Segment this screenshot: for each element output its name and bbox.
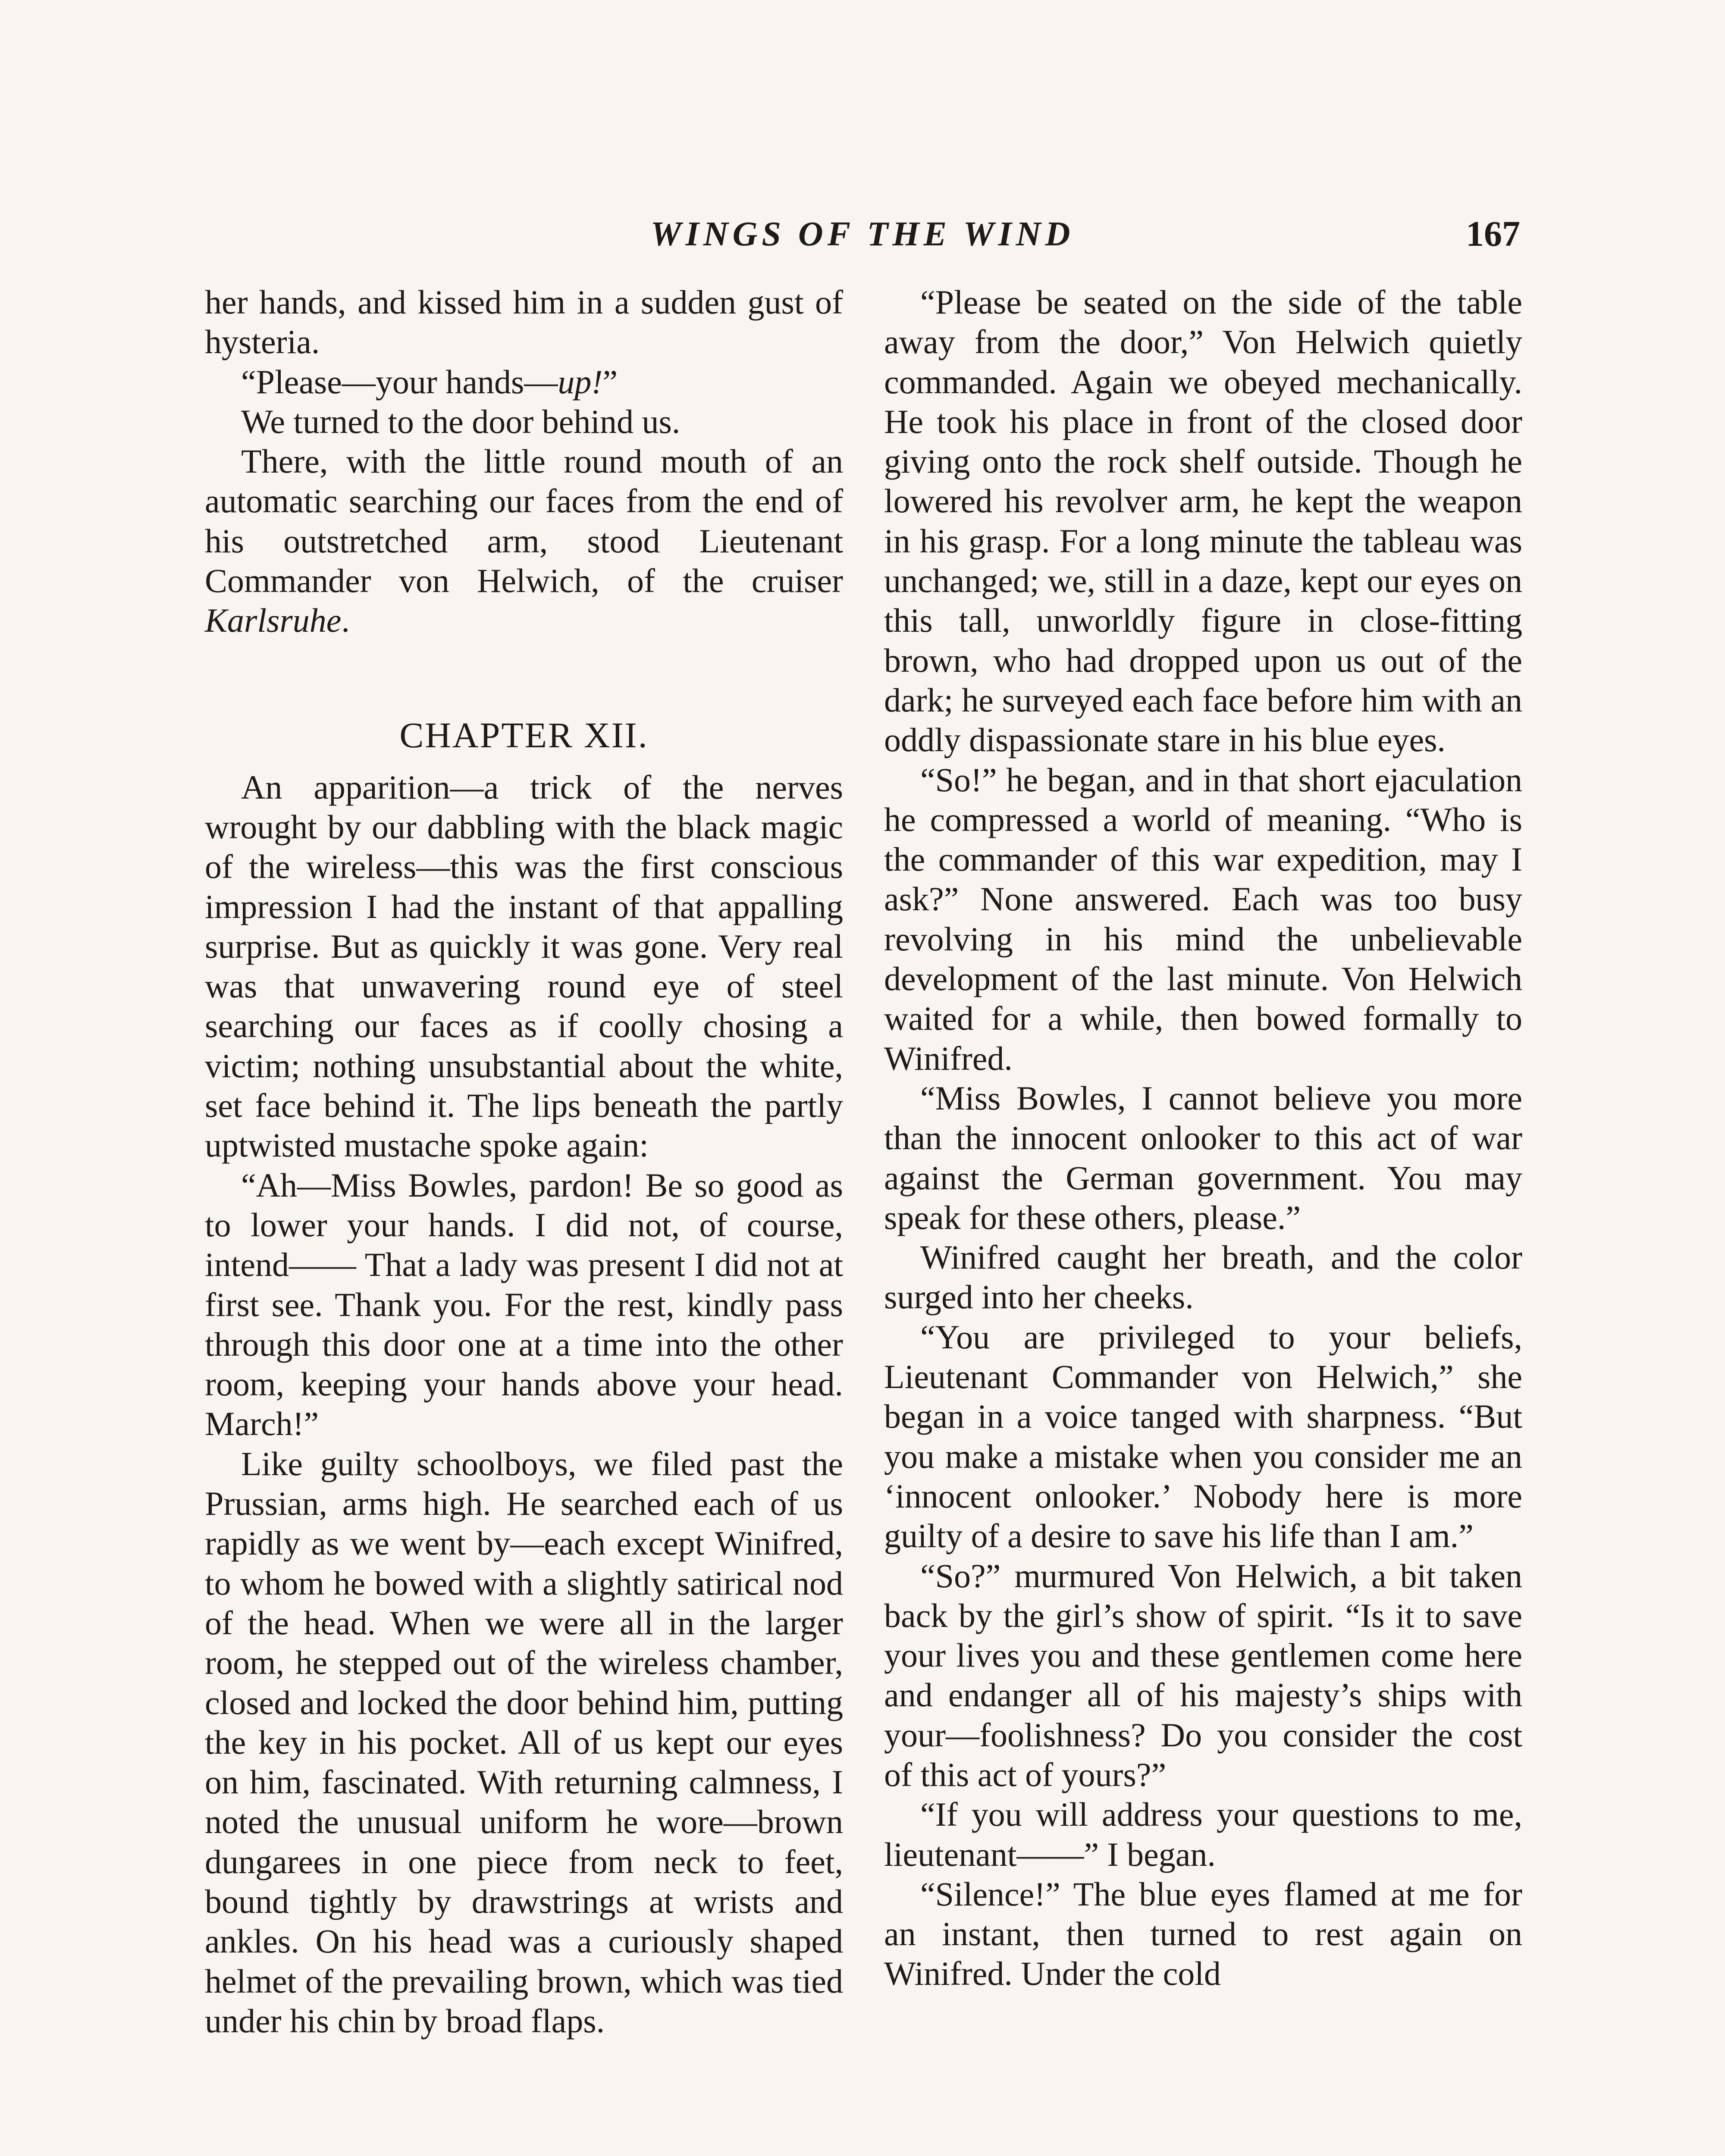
left-column [205,282,843,2041]
paragraph: “You are privileged to your beliefs, Lieutenant Commander von Helwich,” she began in a voice tanged with sharpness. “But you make a mistake when you consider me an ‘innocent onlooker.’ Nobody here is more guilty of a desire to save his life than I am.” [884,1318,1522,1555]
paragraph: Winifred caught her breath, and the color surged into her cheeks. [884,1238,1522,1316]
paragraph-text: . [341,602,350,639]
paragraph: “Please be seated on the side of the table away from the door,” Von Helwich quietly commanded. Again we obeyed mechanically. He took his place in front of the closed door giving onto the rock shelf outside. Though he lowered his revolver arm, he kept the weapon in his grasp. For a long minute the tableau was unchanged; we, still in a daze, kept our eyes on this tall, unworldly figure in close-fitting brown, who had dropped upon us out of the dark; he surveyed each face before him with an oddly dispassionate stare in his blue eyes. [884,283,1522,759]
right-column [884,282,1522,1994]
paragraph: “Miss Bowles, I cannot believe you more than the innocent onlooker to this act of war against the German government. You may speak for these others, please.” [884,1079,1522,1236]
paragraph-text: There, with the little round mouth of an automatic searching our faces from the end of his outstretched arm, stood Lieutenant Commander von Helwich, of the cruiser [205,442,843,600]
paragraph [205,362,843,402]
paragraph-text: “Please—your hands— [241,363,558,401]
emphasis-text: up! [558,363,603,401]
page-number: 167 [1466,214,1520,254]
paragraph: “So?” murmured Von Helwich, a bit taken back by the girl’s show of spirit. “Is it to save your lives you and these gentlemen come here and endanger all of his majesty’s ships with your—foolishness? Do you consider the cost of this act of yours?” [884,1557,1522,1793]
paragraph: “Silence!” The blue eyes flamed at me for an instant, then turned to rest again on Winifred. Under the cold [884,1875,1522,1993]
ship-name: Karlsruhe [205,602,342,639]
paragraph: An apparition—a trick of the nerves wrought by our dabbling with the black magic of the wireless—this was the first conscious impression I had the instant of that appalling surprise. But as quickly it was gone. Very real was that unwavering round eye of steel searching our faces as if coolly chosing a victim; nothing unsubstantial about the white, set face behind it. The lips beneath the partly uptwisted mustache spoke again: [205,768,843,1164]
running-title: WINGS OF THE WIND [650,215,1075,253]
paragraph: “If you will address your questions to me, lieutenant——” I began. [884,1796,1522,1873]
paragraph-text: ” [602,363,618,401]
paragraph: “So!” he began, and in that short ejaculation he compressed a world of meaning. “Who is the commander of this war expedition, may I ask?” None answered. Each was too busy revolving in his mind the unbelievable development of the last minute. Von Helwich waited for a while, then bowed formally to Winifred. [884,761,1522,1077]
running-head [205,210,1520,258]
chapter-heading: CHAPTER XII. [399,715,649,755]
paragraph: Like guilty schoolboys, we filed past the Prussian, arms high. He searched each of us rapidly as we went by—each except Winifred, to whom he bowed with a slightly satirical nod of the head. When we were all in the larger room, he stepped out of the wireless chamber, closed and locked the door behind him, putting the key in his pocket. All of us kept our eyes on him, fascinated. With returning calmness, I noted the unusual uniform he wore—brown dungarees in one piece from neck to feet, bound tightly by drawstrings at wrists and ankles. On his head was a curiously shaped helmet of the prevailing brown, which was tied under his chin by broad flaps. [205,1445,843,2040]
paragraph: We turned to the door behind us. [241,402,681,440]
paragraph [205,442,843,640]
paragraph: “Ah—Miss Bowles, pardon! Be so good as to lower your hands. I did not, of course, intend—— That a lady was present I did not at first see. Thank you. For the rest, kindly pass through this door one at a time into the other room, keeping your hands above your head. March!” [205,1166,843,1443]
paragraph: her hands, and kissed him in a sudden gust of hysteria. [205,283,843,361]
